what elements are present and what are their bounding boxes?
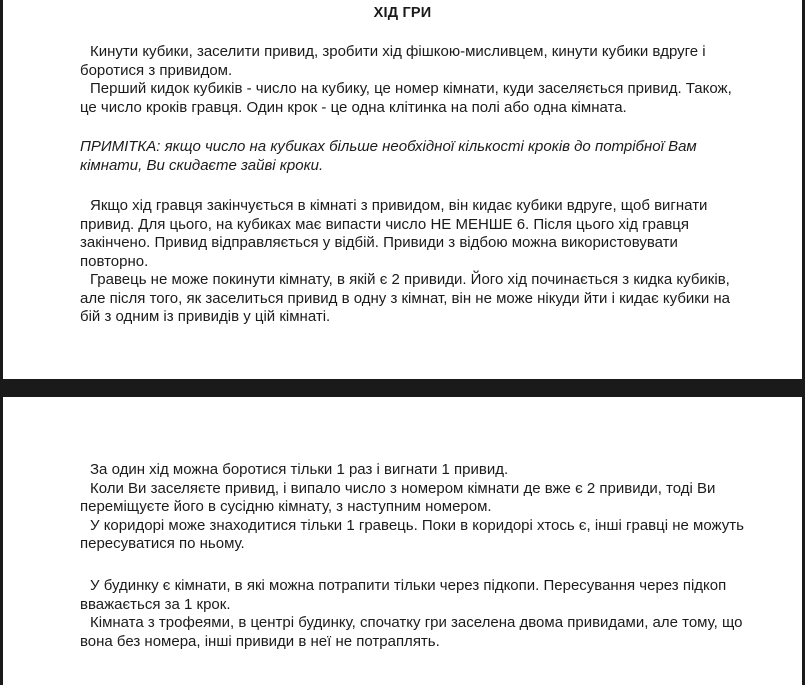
- rules-section-intro: [80, 43, 748, 117]
- page-bottom: [3, 397, 802, 685]
- paragraph-turn-order: Кинути кубики, заселити привид, зробити хід фішкою-мисливцем, кинути кубики вдруге і боротися з привидом.: [80, 43, 706, 79]
- rules-section-rooms: [80, 577, 748, 651]
- rules-section-limits: [80, 461, 748, 554]
- paragraph-one-fight: За один хід можна боротися тільки 1 раз і вигнати 1 привид.: [90, 461, 509, 478]
- rules-section-fight: [80, 197, 748, 327]
- paragraph-corridor: У коридорі може знаходитися тільки 1 гравець. Поки в коридорі хтось є, інші гравці не можуть пересуватися по ньому.: [80, 516, 744, 552]
- page-top: [3, 0, 802, 379]
- paragraph-tunnels: У будинку є кімнати, в які можна потрапити тільки через підкопи. Пересування через підкоп вважається за 1 крок.: [80, 577, 727, 613]
- paragraph-note: ПРИМІТКА: якщо число на кубиках більше необхідної кількості кроків до потрібної Вам кімнати, Ви скидаєте зайві кроки.: [80, 138, 697, 174]
- paragraph-trophy-room: Кімната з трофеями, в центрі будинку, спочатку гри заселена двома привидами, але тому, що вона без номера, інші привиди в неї не потраплять.: [80, 614, 743, 650]
- paragraph-two-ghosts: Гравець не може покинути кімнату, в якій є 2 привиди. Його хід починається з кидка кубиків, але після того, як заселиться привид в одну з кімнат, він не може нікуди йти і кидає кубики на бій з одним із привидів у цій кімнаті.: [80, 271, 731, 325]
- paragraph-fight-ghost: Якщо хід гравця закінчується в кімнаті з привидом, він кидає кубики вдруге, щоб вигнати привид. Для цього, на кубиках має випасти число НЕ МЕНШЕ 6. Після цього хід гравця закінчено. Привид відправляється у відбій. Привиди з відбою можна використовувати повторно.: [80, 197, 708, 270]
- paragraph-first-roll: Перший кидок кубиків - число на кубику, це номер кімнати, куди заселяється привид. Також, це число кроків гравця. Один крок - це одна клітинка на полі або одна кімната.: [80, 80, 732, 116]
- page-title: ХІД ГРИ: [373, 5, 432, 21]
- paragraph-relocate-ghost: Коли Ви заселяєте привид, і випало число з номером кімнати де вже є 2 привиди, тоді Ви переміщуєте його в сусідню кімнату, з наступним номером.: [80, 479, 716, 515]
- note-block: [80, 138, 748, 175]
